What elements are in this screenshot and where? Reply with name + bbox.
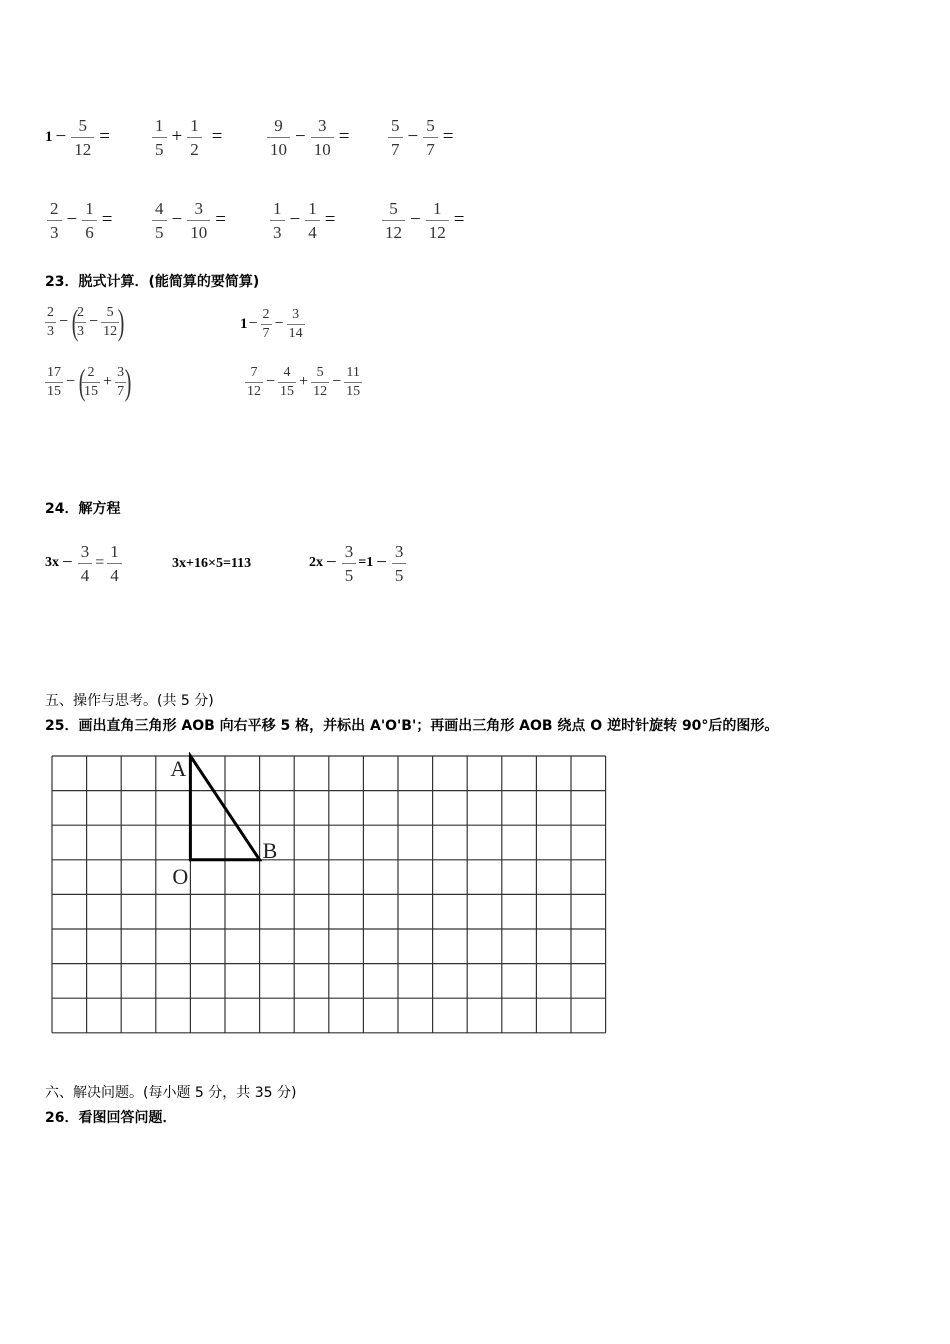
q23-expr-1: $\frac{2}{3}$ − ( $\frac{2}{3}$ − $\frac{5}{12}$ ) (47, 302, 125, 342)
q25-text: 25．画出直角三角形 AOB 向右平移 5 格，并标出 A'O'B'；再画出三角形 AOB 绕点 O 逆时针旋转 90°后的图形。 (45, 718, 779, 734)
fraction: $\frac{3}{4}$ (78, 543, 93, 584)
fraction: $\frac{11}{15}$ (346, 364, 361, 399)
fraction: $\frac{5}{12}$ (382, 200, 405, 241)
fraction: $\frac{17}{15}$ (47, 364, 61, 399)
fraction: $\frac{5}{12}$ (71, 117, 94, 158)
fraction: $\frac{1}{12}$ (426, 200, 449, 241)
calc-2-4: $\frac{5}{12}$ − $\frac{1}{12}$ = (380, 185, 467, 255)
section-5-title: 五、操作与思考。(共 5 分) (45, 693, 214, 709)
fraction: $\frac{5}{12}$ (313, 364, 328, 399)
fraction: $\frac{3}{5}$ (392, 543, 407, 584)
calc-2-1: $\frac{2}{3}$ − $\frac{1}{6}$ = (45, 185, 115, 255)
q26-text: 26．看图回答问题． (45, 1110, 177, 1126)
fraction: $\frac{1}{5}$ (152, 117, 167, 158)
calc-1-1: 1 − $\frac{5}{12}$ = (45, 115, 110, 159)
fraction: $\frac{2}{15}$ (84, 364, 99, 399)
label-b: B (262, 837, 278, 863)
fraction: $\frac{3}{14}$ (288, 306, 303, 341)
grid-diagram (48, 752, 614, 1042)
q24-title: 24．解方程 (45, 501, 121, 517)
calc-1-2: $\frac{1}{5}$ + $\frac{1}{2}$ = (150, 102, 225, 172)
calc-2-3: $\frac{1}{3}$ − $\frac{1}{4}$ = (268, 185, 338, 255)
q24-eq-3: 2x − $\frac{3}{5}$ =1 − $\frac{3}{5}$ (309, 528, 408, 598)
fraction: $\frac{1}{4}$ (305, 200, 320, 241)
fraction: $\frac{3}{10}$ (311, 117, 334, 158)
q24-eq-2: 3x+16×5=113 (172, 556, 252, 571)
fraction: $\frac{7}{12}$ (247, 364, 261, 399)
grid-lines (52, 756, 606, 1033)
fraction: $\frac{5}{7}$ (388, 117, 403, 158)
fraction: $\frac{2}{3}$ (47, 200, 62, 241)
fraction: $\frac{3}{5}$ (342, 543, 357, 584)
fraction: $\frac{9}{10}$ (267, 117, 290, 158)
fraction: $\frac{1}{6}$ (82, 200, 97, 241)
fraction: $\frac{2}{3}$ (77, 304, 85, 339)
label-o: O (172, 863, 189, 889)
calc-1-4: $\frac{5}{7}$ − $\frac{5}{7}$ = (386, 102, 456, 172)
fraction: $\frac{4}{5}$ (152, 200, 167, 241)
fraction: $\frac{1}{2}$ (187, 117, 202, 158)
q23-title: 23．脱式计算．(能简算的要简算) (45, 274, 260, 290)
fraction: $\frac{2}{3}$ (47, 304, 54, 339)
fraction: $\frac{2}{7}$ (262, 306, 270, 341)
calc-2-2: $\frac{4}{5}$ − $\frac{3}{10}$ = (150, 185, 229, 255)
fraction: $\frac{5}{12}$ (103, 304, 118, 339)
fraction: $\frac{4}{15}$ (280, 364, 295, 399)
calc-1-3: $\frac{9}{10}$ − $\frac{3}{10}$ = (265, 102, 352, 172)
fraction: $\frac{1}{4}$ (107, 543, 122, 584)
q23-expr-4: $\frac{7}{12}$ − $\frac{4}{15}$ + $\frac{5}{12}$ − $\frac{11}{15}$ (247, 364, 361, 399)
label-a: A (170, 756, 187, 781)
fraction: $\frac{1}{3}$ (270, 200, 285, 241)
section-6-title: 六、解决问题。(每小题 5 分，共 35 分) (45, 1085, 297, 1101)
q24-eq-1: 3x − $\frac{3}{4}$ = $\frac{1}{4}$ (45, 528, 124, 598)
q23-expr-3: $\frac{17}{15}$ − ( $\frac{2}{15}$ + $\frac{3}{7}$ ) (47, 362, 132, 402)
q23-expr-2: 1 − $\frac{2}{7}$ − $\frac{3}{14}$ (240, 306, 303, 341)
fraction: $\frac{3}{7}$ (117, 364, 125, 399)
fraction: $\frac{5}{7}$ (423, 117, 438, 158)
oral-calc-row-1 (45, 102, 113, 172)
fraction: $\frac{3}{10}$ (187, 200, 210, 241)
